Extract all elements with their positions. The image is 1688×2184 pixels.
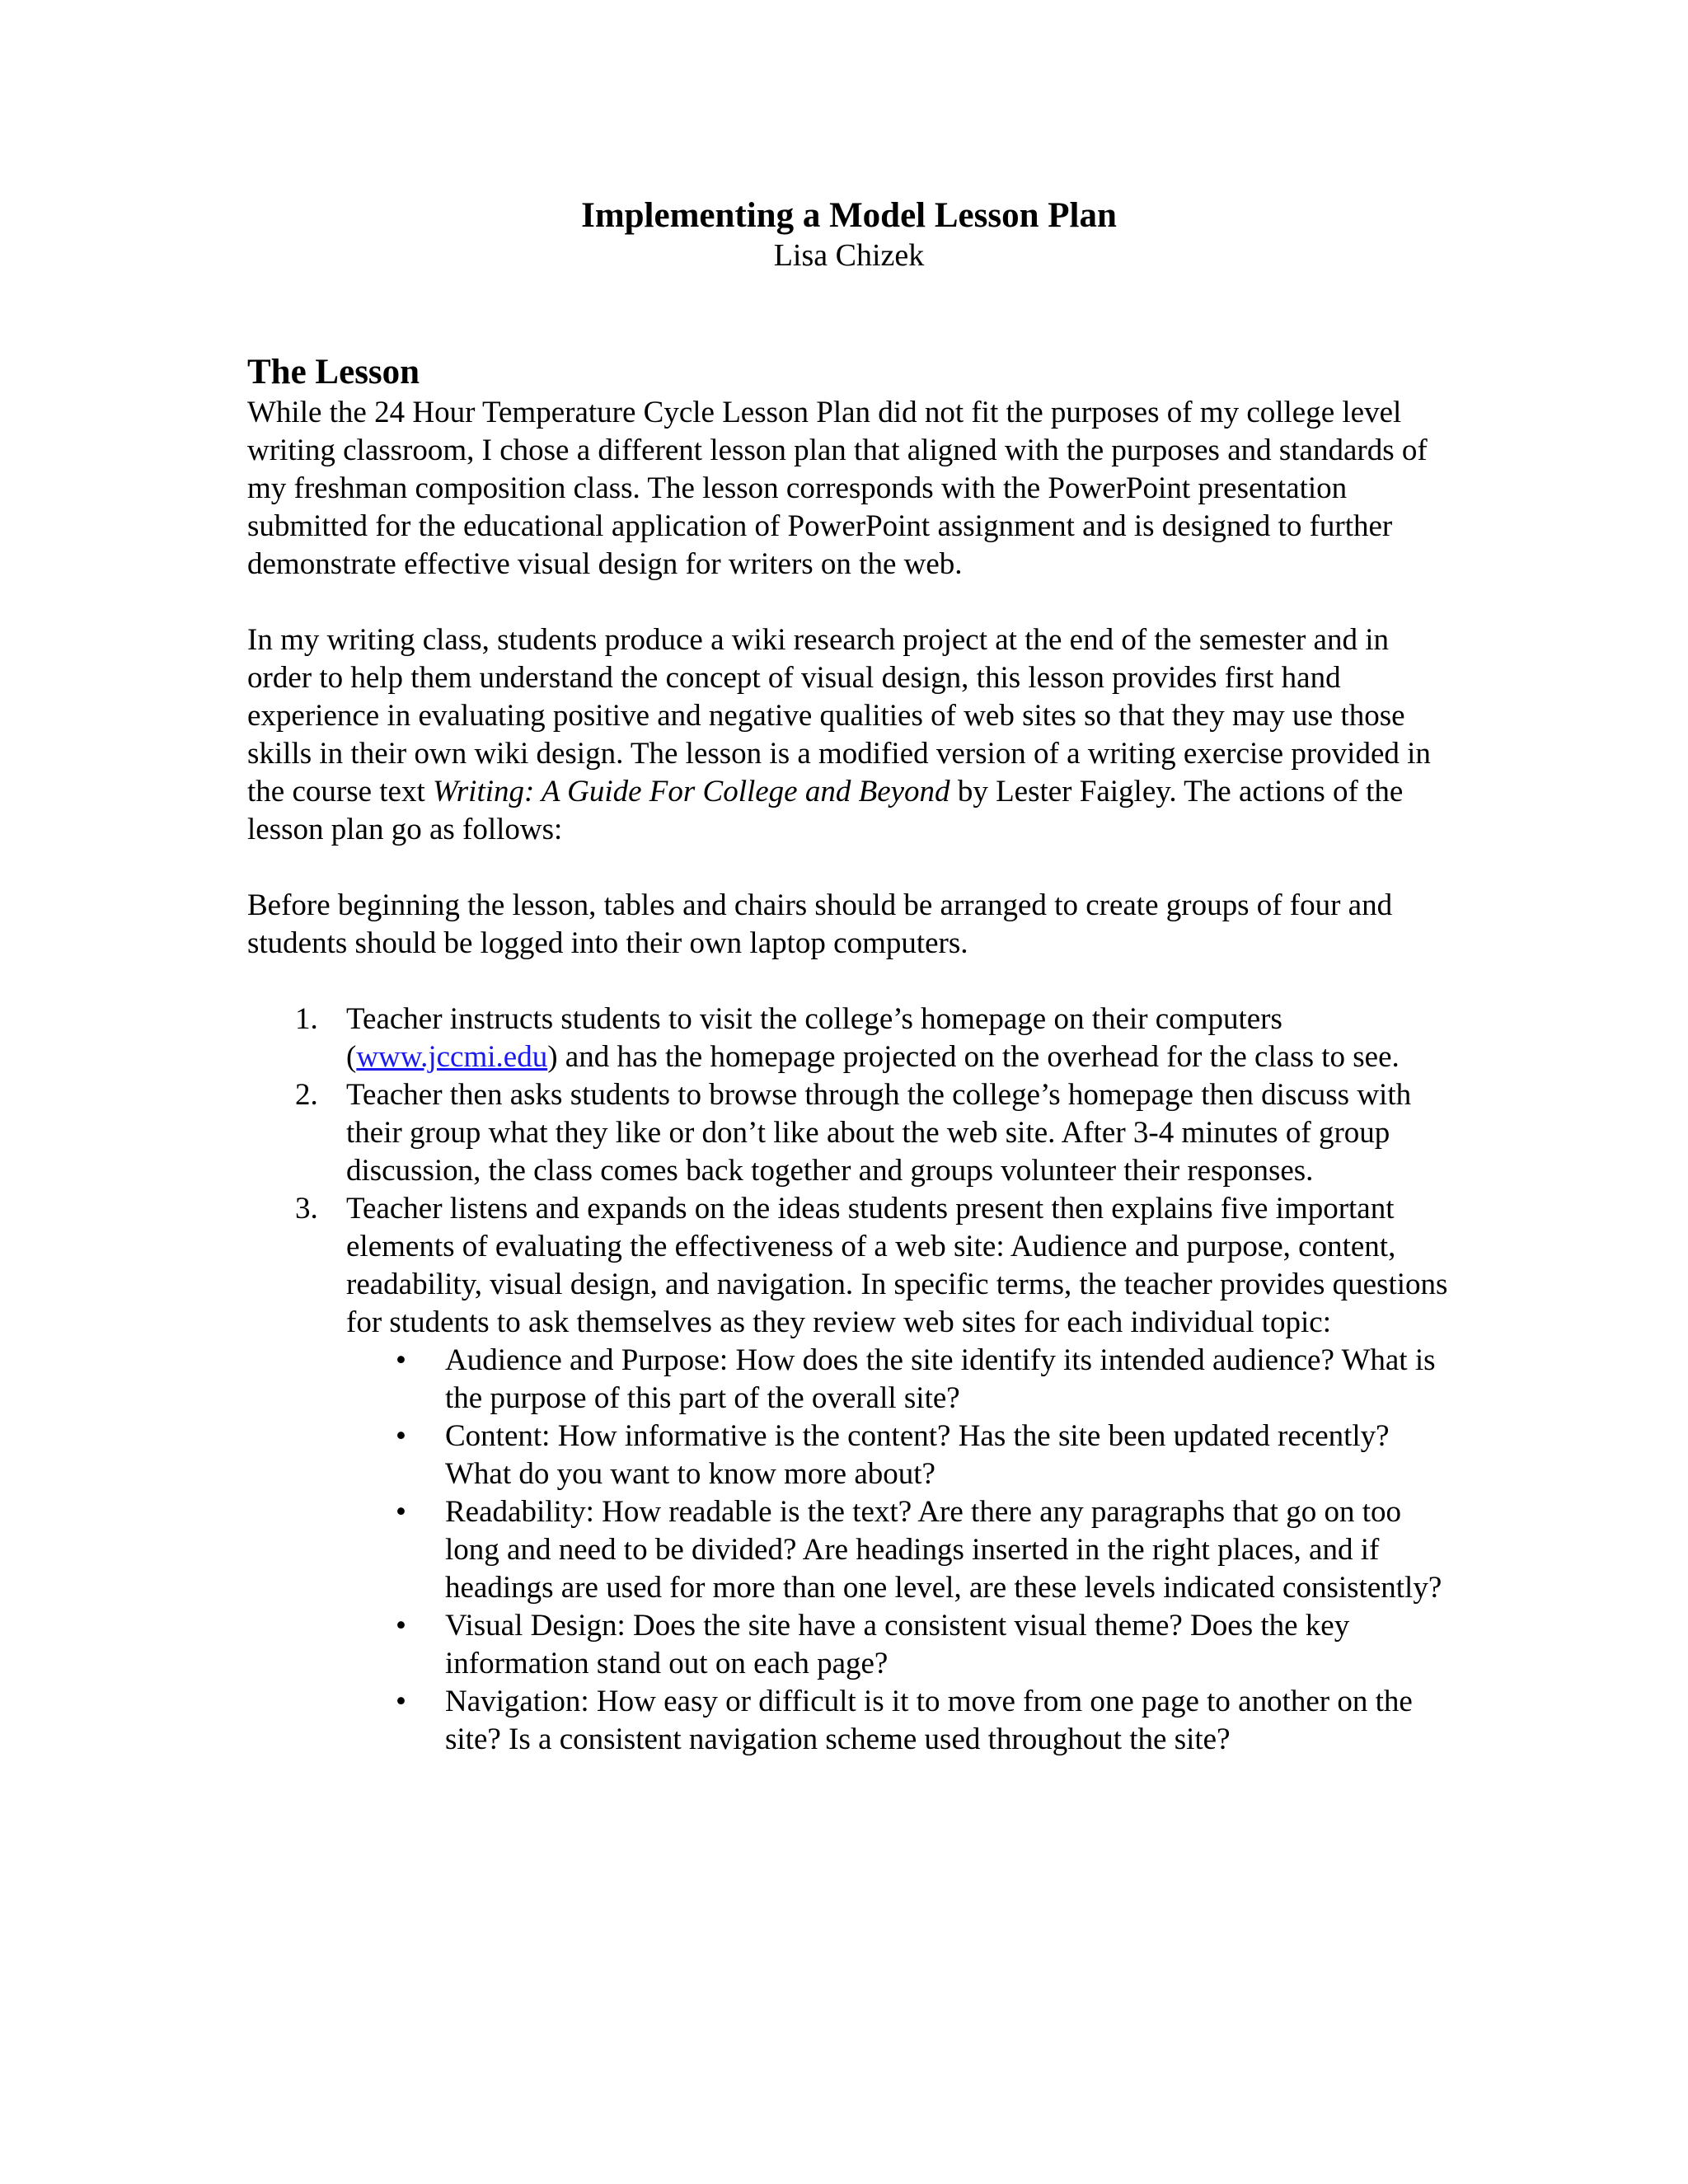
step-number: 1. <box>295 1002 318 1036</box>
bullet-text: Readability: How readable is the text? Are there any paragraphs that go on too long and need to be divided? Are headings inserted in the right places, and if headings are used for more than one level, are these levels indicated consistently? <box>445 1495 1442 1605</box>
step-number: 3. <box>295 1192 318 1226</box>
section-heading-the-lesson: The Lesson <box>247 353 420 391</box>
step-text: Teacher listens and expands on the ideas students present then explains five important elements of evaluating the effectiveness of a web site: Audience and purpose, content, readability, visual design, and navigation. In specific terms, the teacher provides questions for students to ask themselves as they review web sites for each individual topic: <box>346 1192 1448 1339</box>
document-page <box>247 194 1451 1759</box>
bullet-text: Content: How informative is the content? Has the site been updated recently? What do you want to know more about? <box>445 1419 1390 1491</box>
evaluation-questions-list <box>346 1342 1451 1759</box>
bullet-navigation <box>346 1683 1451 1759</box>
paragraph-wiki-project <box>247 621 1451 849</box>
step-text-start: Teacher instructs students to visit the college’s homepage on their computers ( <box>346 1002 1282 1074</box>
step-text: Teacher then asks students to browse through the college’s homepage then discuss with their group what they like or don’t like about the web site. After 3-4 minutes of group discussion, the class comes back together and groups volunteer their responses. <box>346 1078 1412 1188</box>
bullet-readability <box>346 1493 1451 1607</box>
bullet-icon: • <box>396 1419 406 1453</box>
step-text-end: ) and has the homepage projected on the overhead for the class to see. <box>547 1040 1400 1074</box>
paragraph-wiki-text-end: by Lester Faigley. The actions of the lesson plan go as follows: <box>247 775 1404 846</box>
book-title: Writing: A Guide For College and Beyond <box>433 775 950 808</box>
lesson-step-2 <box>247 1076 1451 1190</box>
document-title: Implementing a Model Lesson Plan <box>581 196 1117 235</box>
bullet-audience-purpose <box>346 1342 1451 1418</box>
lesson-step-3 <box>247 1190 1451 1759</box>
bullet-icon: • <box>396 1343 406 1377</box>
paragraph-setup: Before beginning the lesson, tables and chairs should be arranged to create groups of four and students should be logged into their own laptop computers. <box>247 888 1393 960</box>
bullet-icon: • <box>396 1495 406 1529</box>
bullet-text: Audience and Purpose: How does the site identify its intended audience? What is the purpose of this part of the overall site? <box>445 1343 1436 1415</box>
bullet-content <box>346 1418 1451 1493</box>
lesson-steps-list <box>247 1001 1451 1759</box>
paragraph-intro: While the 24 Hour Temperature Cycle Lesson Plan did not fit the purposes of my college level writing classroom, I chose a different lesson plan that aligned with the purposes and standards of my freshman composition class. The lesson corresponds with the PowerPoint presentation submitted for the educational application of PowerPoint assignment and is designed to further demonstrate effective visual design for writers on the web. <box>247 396 1428 581</box>
lesson-step-1 <box>247 1001 1451 1076</box>
bullet-icon: • <box>396 1609 406 1643</box>
bullet-visual-design <box>346 1607 1451 1683</box>
author-name: Lisa Chizek <box>773 238 925 273</box>
bullet-icon: • <box>396 1685 406 1718</box>
college-homepage-link[interactable]: www.jccmi.edu <box>356 1040 548 1074</box>
step-number: 2. <box>295 1078 318 1112</box>
bullet-text: Visual Design: Does the site have a consistent visual theme? Does the key information stand out on each page? <box>445 1609 1350 1680</box>
bullet-text: Navigation: How easy or difficult is it to move from one page to another on the site? Is a consistent navigation scheme used throughout the site? <box>445 1685 1413 1756</box>
paragraph-wiki-text-start: In my writing class, students produce a wiki research project at the end of the semester and in order to help them understand the concept of visual design, this lesson provides first hand experience in evaluating positive and negative qualities of web sites so that they may use those skills in their own wiki design. The lesson is a modified version of a writing exercise provided in the course text <box>247 623 1431 808</box>
